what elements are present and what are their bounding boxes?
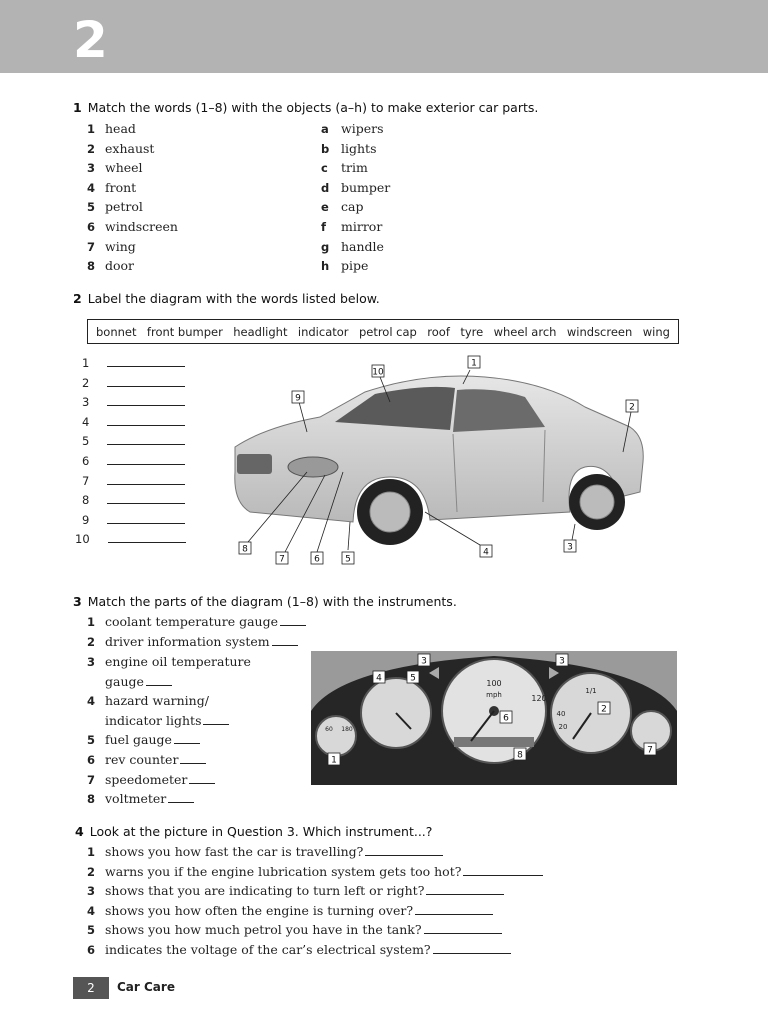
item-number: 6: [87, 943, 96, 957]
blank-number: 9: [82, 512, 90, 527]
car-callout: [292, 391, 304, 404]
answer-blank[interactable]: [272, 634, 298, 646]
car-callout: [480, 545, 492, 558]
callout-number: 4: [483, 547, 489, 558]
item-text: engine oil temperature: [105, 654, 251, 669]
item-number: 6: [87, 220, 96, 234]
temp-label-high: 180: [341, 726, 353, 733]
answer-blank[interactable]: [107, 375, 185, 387]
rev-label-20: 20: [558, 723, 568, 731]
callout-number: 1: [471, 358, 477, 369]
blank-number: 6: [82, 454, 90, 468]
item-number: 7: [87, 773, 96, 787]
q1-instruction: 1 Match the words (1–8) with the objects (a–h) to make exterior car parts.: [73, 100, 539, 115]
word-bank-item: bonnet: [96, 324, 137, 339]
item-text: rev counter: [105, 752, 179, 767]
q3-item: [87, 752, 206, 768]
item-number: 2: [87, 141, 96, 156]
dashboard-callout: [418, 654, 430, 667]
q3-item-continued: [105, 713, 229, 729]
q3-item: [87, 654, 251, 670]
callout-number: 2: [629, 402, 635, 413]
item-text: voltmeter: [105, 791, 167, 806]
callout-number: 5: [410, 673, 416, 684]
grille: [237, 454, 272, 474]
item-text: wing: [105, 238, 136, 254]
dashboard-callout: [514, 748, 526, 761]
unit-header: [0, 0, 768, 73]
item-text: lights: [341, 140, 377, 156]
item-number: 3: [87, 161, 96, 176]
answer-blank[interactable]: [168, 791, 194, 803]
blank-number: 1: [82, 356, 90, 370]
item-text: cap: [341, 199, 364, 215]
item-number: 5: [87, 733, 96, 747]
word-bank-item: petrol cap: [358, 324, 417, 339]
item-number: 6: [87, 753, 96, 767]
callout-number: 3: [421, 656, 427, 667]
headlight: [288, 457, 338, 477]
item-text: shows you how much petrol you have in the tank?: [105, 922, 422, 938]
callout-number: 8: [242, 544, 248, 555]
q1-object-item: [321, 239, 384, 255]
item-number: 4: [87, 180, 96, 195]
item-number: 3: [87, 655, 96, 669]
item-number: 2: [87, 635, 96, 649]
q2-instruction: 2 Label the diagram with the words listed below.: [73, 291, 380, 306]
dashboard-diagram: [311, 651, 677, 785]
callout-number: 1: [331, 755, 337, 766]
dashboard-callout: [407, 671, 419, 684]
q1-object-item: [321, 258, 368, 274]
label-blank-row: [82, 375, 185, 390]
speed-unit-label: mph: [486, 691, 502, 699]
item-text: shows that you are indicating to turn left or right?: [105, 883, 425, 899]
q1-object-item: [321, 121, 384, 137]
q1-object-item: [321, 180, 390, 196]
car-callout: [311, 552, 323, 565]
word-bank-item: indicator: [297, 324, 349, 339]
item-letter: f: [321, 220, 327, 234]
item-text: windscreen: [105, 219, 178, 234]
item-text: indicates the voltage of the car’s electrical system?: [105, 942, 431, 957]
callout-number: 7: [647, 745, 653, 756]
item-text: bumper: [341, 179, 391, 195]
item-number: 8: [87, 792, 96, 806]
item-text: mirror: [341, 219, 383, 234]
word-bank-item: headlight: [233, 324, 288, 339]
dashboard-callout: [556, 654, 568, 667]
word-bank-item: roof: [427, 324, 450, 339]
label-blank-row: [75, 531, 186, 546]
item-number: 5: [87, 200, 96, 215]
item-text: coolant temperature gauge: [105, 614, 278, 629]
item-text: petrol: [105, 199, 143, 215]
item-letter: h: [321, 259, 330, 274]
answer-blank[interactable]: [180, 752, 206, 764]
label-blank-row: [82, 473, 185, 488]
answer-blank[interactable]: [107, 433, 185, 445]
item-text: shows you how fast the car is travelling?: [105, 844, 364, 859]
car-callout: [342, 552, 354, 565]
word-bank-item: wheel arch: [493, 324, 557, 339]
q3-item: [87, 772, 215, 788]
footer-title: Car Care: [117, 980, 175, 994]
answer-blank[interactable]: [365, 844, 443, 856]
item-text: head: [105, 121, 136, 136]
unit-number: 2: [73, 11, 108, 69]
item-text: fuel gauge: [105, 732, 172, 747]
item-text: indicator lights: [105, 713, 202, 728]
answer-blank[interactable]: [107, 453, 185, 465]
blank-number: 4: [82, 414, 90, 429]
item-number: 4: [87, 694, 96, 708]
answer-blank[interactable]: [108, 531, 186, 543]
q4-item: [87, 922, 502, 938]
item-number: 2: [87, 864, 96, 879]
q4-item: [87, 883, 504, 899]
item-letter: a: [321, 122, 329, 136]
answer-blank[interactable]: [146, 674, 172, 686]
item-text: speedometer: [105, 772, 188, 787]
car-callout: [468, 356, 480, 369]
callout-number: 6: [503, 713, 509, 724]
q1-word-item: [87, 199, 143, 215]
answer-blank[interactable]: [107, 512, 185, 524]
item-letter: d: [321, 180, 330, 195]
blank-number: 10: [75, 532, 90, 547]
word-bank: [87, 319, 679, 344]
item-number: 8: [87, 259, 96, 274]
callout-number: 7: [279, 554, 285, 565]
q1-object-item: [321, 160, 368, 176]
item-letter: g: [321, 239, 330, 254]
speed-label-120: 120: [531, 694, 547, 703]
car-callout: [372, 365, 384, 378]
dashboard-callout: [500, 711, 512, 724]
item-text: wheel: [105, 160, 143, 176]
car-callout: [564, 540, 576, 553]
dashboard-callout: [373, 671, 385, 684]
item-number: 3: [87, 884, 96, 899]
q4-item: [87, 903, 493, 919]
word-bank-item: tyre: [460, 324, 484, 339]
word-bank-item: front bumper: [146, 324, 223, 339]
answer-blank[interactable]: [424, 922, 502, 934]
q1-object-item: [321, 219, 382, 235]
label-blank-row: [82, 414, 185, 429]
label-blank-row: [82, 355, 185, 370]
item-text: front: [105, 179, 137, 195]
q4-instruction: 4 Look at the picture in Question 3. Which instrument...?: [75, 824, 433, 839]
label-blank-row: [82, 394, 185, 409]
label-blank-row: [82, 512, 185, 527]
item-letter: c: [321, 161, 328, 176]
item-text: gauge: [105, 674, 144, 689]
rev-label-40: 40: [556, 710, 566, 718]
q3-item: [87, 693, 209, 709]
callout-number: 10: [372, 367, 384, 378]
q1-word-item: [87, 160, 143, 176]
rear-wheel: [580, 485, 614, 519]
blank-number: 8: [82, 493, 90, 508]
q3-instruction: 3 Match the parts of the diagram (1–8) with the instruments.: [73, 594, 457, 609]
item-number: 4: [87, 903, 96, 918]
blank-number: 3: [82, 395, 90, 410]
item-text: door: [105, 258, 135, 274]
item-letter: b: [321, 141, 330, 156]
callout-number: 2: [601, 704, 607, 715]
dashboard-callout: [598, 702, 610, 715]
callout-number: 4: [376, 673, 382, 684]
blank-number: 5: [82, 434, 90, 449]
callout-number: 3: [559, 656, 565, 667]
car-callout: [239, 542, 251, 555]
car-callout: [626, 400, 638, 413]
item-text: hazard warning/: [105, 693, 209, 708]
answer-blank[interactable]: [107, 492, 185, 504]
blank-number: 2: [82, 375, 90, 390]
word-bank-item: wing: [642, 324, 670, 339]
dashboard-callout: [328, 753, 340, 766]
blank-number: 7: [82, 473, 90, 488]
q1-word-item: [87, 258, 134, 274]
label-blank-row: [82, 453, 185, 468]
car-diagram: [225, 352, 655, 567]
q1-word-item: [87, 141, 154, 157]
q3-item: [87, 732, 200, 748]
car-callout: [276, 552, 288, 565]
item-number: 1: [87, 122, 96, 136]
answer-blank[interactable]: [107, 394, 185, 406]
item-text: driver information system: [105, 634, 270, 649]
temp-label-low: 60: [325, 726, 333, 733]
label-blank-row: [82, 492, 185, 507]
q4-item: [87, 844, 443, 860]
answer-blank[interactable]: [426, 883, 504, 895]
answer-blank[interactable]: [174, 732, 200, 744]
q3-item-continued: [105, 674, 172, 690]
word-bank-item: windscreen: [566, 324, 633, 339]
item-text: trim: [341, 160, 368, 176]
q3-item: [87, 791, 194, 807]
rpm-unit-label: 1/1: [585, 687, 597, 695]
callout-number: 5: [345, 554, 351, 565]
q1-word-item: [87, 219, 178, 235]
front-wheel: [370, 492, 410, 532]
driver-info-display: [454, 737, 534, 747]
callout-number: 9: [295, 393, 301, 404]
answer-blank[interactable]: [107, 414, 185, 426]
item-text: pipe: [341, 258, 369, 274]
q4-item: [87, 942, 511, 958]
page-number: 2: [73, 977, 109, 999]
item-number: 1: [87, 845, 96, 859]
item-number: 1: [87, 615, 96, 629]
dashboard-callout: [644, 743, 656, 756]
item-text: shows you how often the engine is turning over?: [105, 902, 414, 918]
answer-blank[interactable]: [463, 864, 543, 876]
q3-item: [87, 634, 298, 650]
answer-blank[interactable]: [203, 713, 229, 725]
label-blank-row: [82, 433, 185, 448]
q1-object-item: [321, 141, 377, 157]
item-number: 7: [87, 239, 96, 254]
item-text: warns you if the engine lubrication system gets too hot?: [105, 863, 462, 879]
q1-word-item: [87, 239, 136, 255]
q1-word-item: [87, 180, 136, 196]
item-text: exhaust: [105, 140, 155, 156]
item-text: wipers: [341, 121, 384, 136]
item-letter: e: [321, 200, 329, 215]
item-number: 5: [87, 923, 96, 938]
answer-blank[interactable]: [107, 355, 185, 367]
q4-item: [87, 864, 543, 880]
item-text: handle: [341, 238, 384, 254]
speed-label-100: 100: [486, 679, 502, 688]
q1-word-item: [87, 121, 136, 137]
answer-blank[interactable]: [433, 942, 511, 954]
answer-blank[interactable]: [415, 903, 493, 915]
callout-number: 3: [567, 542, 573, 553]
answer-blank[interactable]: [107, 473, 185, 485]
callout-number: 6: [314, 554, 320, 565]
q3-item: [87, 614, 306, 630]
answer-blank[interactable]: [280, 614, 306, 626]
q1-object-item: [321, 199, 363, 215]
answer-blank[interactable]: [189, 772, 215, 784]
coolant-dial: [316, 716, 356, 756]
callout-number: 8: [517, 750, 523, 761]
